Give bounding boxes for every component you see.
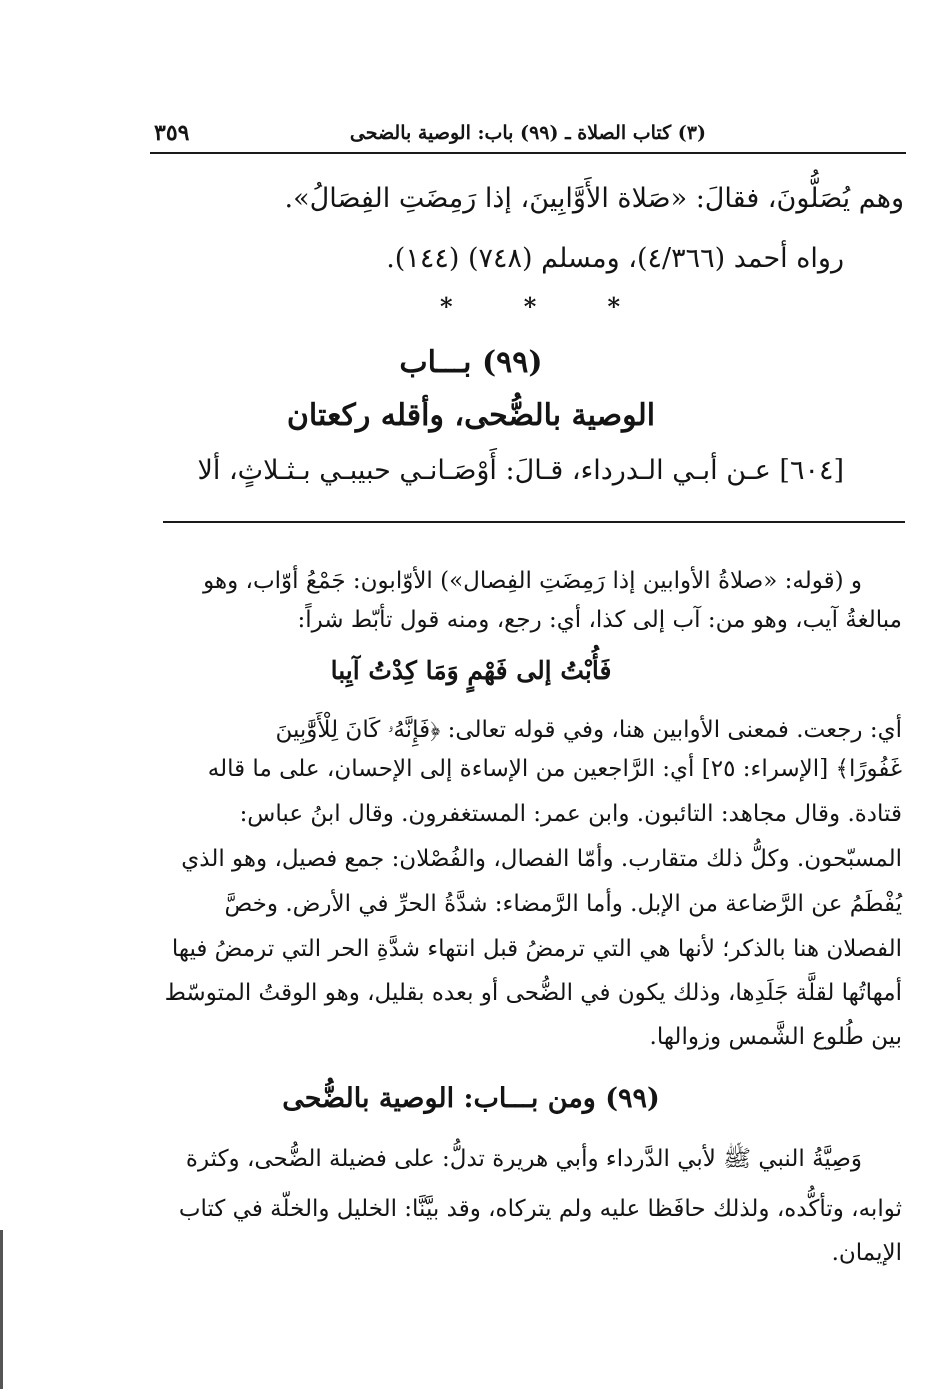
chapter-number: (٩٩) بـــاب [399, 345, 543, 380]
poetry-verse: فَأُبْتُ إلى فَهْمٍ وَمَا كِدْتُ آيِبا [330, 656, 612, 685]
running-title: (٣) كتاب الصلاة ـ (٩٩) باب: الوصية بالضحى [349, 122, 706, 144]
section-heading: (٩٩) ومن بـــاب: الوصية بالضُّحى [282, 1083, 660, 1114]
commentary-line-7: يُفْطَمُ عن الرَّضاعة من الإبل. وأما الرَّمضاء: شدَّةُ الحرِّ في الأرض. وخصَّ [224, 891, 902, 917]
footnote-divider [163, 521, 905, 523]
commentary-line-4: غَفُورًا﴾ [الإسراء: ٢٥] أي: الرَّاجعين من الإساءة إلى الإحسان، على ما قاله [207, 756, 902, 782]
star-1: * [440, 292, 453, 321]
hadith-line: [٦٠٤] عـن أبـي الـدرداء، قـالَ: أَوْصَـانـي حبيبـي بـثـلاثٍ، ألا [197, 455, 844, 486]
section-line-3: الإيمان. [831, 1240, 902, 1266]
commentary-line-3: أي: رجعت. فمعنى الأوابين هنا، وفي قوله تعالى: ﴿فَإِنَّهُۥ كَانَ لِلْأَوَّٰبِينَ [275, 717, 902, 743]
section-separator-stars [440, 292, 620, 322]
commentary-line-6: المسبّحون. وكلُّ ذلك متقارب. وأمّا الفصال، والفُصْلان: جمع فصيل، وهو الذي [181, 846, 902, 872]
commentary-line-5: قتادة. وقال مجاهد: التائبون. وابن عمر: المستغفرون. وقال ابنُ عباس: [239, 801, 902, 827]
page-header [150, 118, 906, 154]
commentary-line-10: بين طُلوع الشَّمس وزوالها. [649, 1024, 902, 1050]
star-2: * [523, 292, 537, 321]
commentary-line-9: أمهاتُها لقلَّة جَلَدِها، وذلك يكون في الضُّحى أو بعده بقليل، وهو الوقتُ المتوسّط [164, 980, 902, 1006]
page-number: ٣٥٩ [154, 120, 190, 146]
chapter-title: الوصية بالضُّحى، وأقله ركعتان [286, 398, 656, 433]
star-3: * [607, 292, 620, 321]
section-line-1: وَصِيَّةُ النبي ﷺ لأبي الدَّرداء وأبي هريرة تدلُّ: على فضيلة الضُّحى، وكثرة [185, 1146, 862, 1172]
main-text-line-2: رواه أحمد (٤/٣٦٦)، ومسلم (٧٤٨) (١٤٤). [386, 243, 844, 274]
commentary-line-2: مبالغةُ آيب، وهو من: آب إلى كذا، أي: رجع، ومنه قول تأبّط شراً: [297, 607, 902, 633]
commentary-line-1: و (قوله: «صلاةُ الأوابين إذا رَمِضَتِ الفِصال») الأوّابون: جَمْعُ أوّاب، وهو [203, 568, 862, 594]
section-line-2: ثوابه، وتأكُّده، ولذلك حافَظا عليه ولم يتركاه، وقد بيَّنَّا: الخليل والخلّة في كتاب [178, 1196, 902, 1222]
main-text-line-1: وهم يُصَلُّونَ، فقالَ: «صَلاة الأَوَّابِينَ، إذا رَمِضَتِ الفِصَالُ». [284, 183, 904, 214]
commentary-line-8: الفصلان هنا بالذكر؛ لأنها هي التي ترمضُ قبل انتهاء شدَّةِ الحر التي ترمضُ فيها [171, 936, 902, 962]
scan-edge-shadow [0, 1230, 3, 1389]
